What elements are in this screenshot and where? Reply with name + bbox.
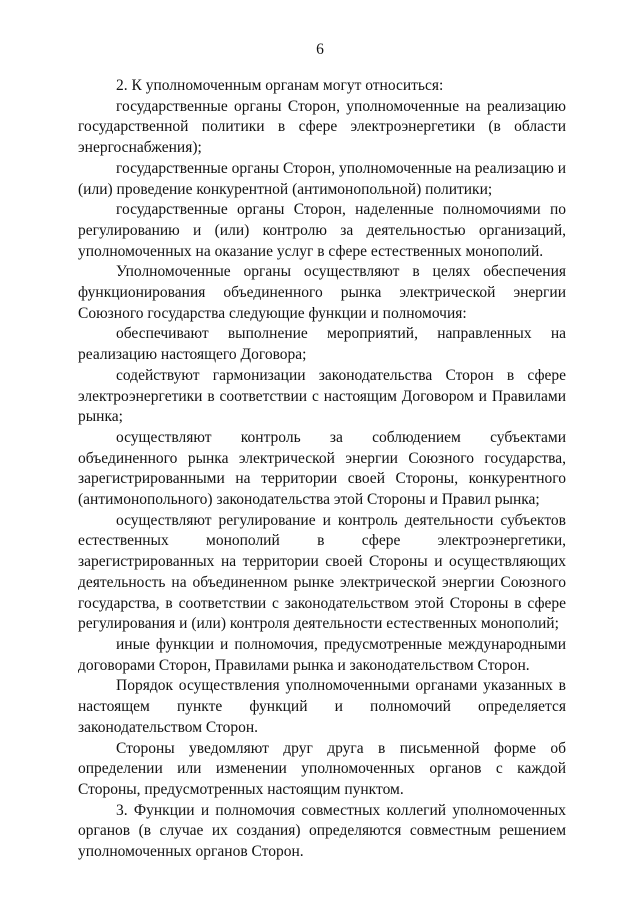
paragraph-function-competition-control: осуществляют контроль за соблюдением субъектами объединенного рынка электрической энергии Союзного государства, зарегистрированными на территории своей Стороны, конкурентного (антимонопольного) законодательства этой Стороны и Правил рынка; — [78, 428, 566, 509]
paragraph-clause-2-intro: 2. К уполномоченным органам могут относиться: — [116, 77, 444, 94]
paragraph-function-harmonization: содействуют гармонизации законодательства Сторон в сфере электроэнергетики в соответствии с настоящим Договором и Правилами рынка; — [78, 366, 566, 426]
paragraph-function-other: иные функции и полномочия, предусмотренные международными договорами Сторон, Правилами рынка и законодательством Сторон. — [78, 635, 566, 674]
paragraph-notification: Стороны уведомляют друг друга в письменной форме об определении или изменении уполномоченных органов с каждой Стороны, предусмотренных настоящим пунктом. — [78, 739, 566, 798]
paragraph-function-monopoly-control: осуществляют регулирование и контроль деятельности субъектов естественных монополий в сфере электроэнергетики, зарегистрированных на территории своей Стороны и осуществляющих деятельность на объединенном рынке электрической энергии Союзного государства, в соответствии с законодательством этой Стороны в сфере регулирования и (или) контроля деятельности естественных монополий; — [78, 511, 566, 633]
paragraph-procedure: Порядок осуществления уполномоченными органами указанных в настоящем пункте функций и полномочий определяется законодательством Сторон. — [78, 677, 566, 736]
document-body — [78, 76, 566, 863]
page-number: 6 — [316, 41, 324, 58]
paragraph-bodies-competition-policy: государственные органы Сторон, уполномоченные на реализацию и (или) проведение конкурентной (антимонопольной) политики; — [78, 159, 566, 198]
paragraph-functions-intro: Уполномоченные органы осуществляют в целях обеспечения функционирования объединенного рынка электрической энергии Союзного государства следующие функции и полномочия: — [78, 263, 566, 322]
paragraph-bodies-monopoly-regulation: государственные органы Сторон, наделенные полномочиями по регулированию и (или) контролю за деятельностью организаций, уполномоченных на оказание услуг в сфере естественных монополий. — [78, 201, 566, 260]
paragraph-bodies-energy-policy: государственные органы Сторон, уполномоченные на реализацию государственной политики в сфере электроэнергетики (в области энергоснабжения); — [78, 97, 566, 157]
paragraph-clause-3: 3. Функции и полномочия совместных коллегий уполномоченных органов (в случае их создания) определяются совместным решением уполномоченных органов Сторон. — [78, 801, 566, 861]
paragraph-function-implementation: обеспечивают выполнение мероприятий, направленных на реализацию настоящего Договора; — [78, 325, 566, 364]
